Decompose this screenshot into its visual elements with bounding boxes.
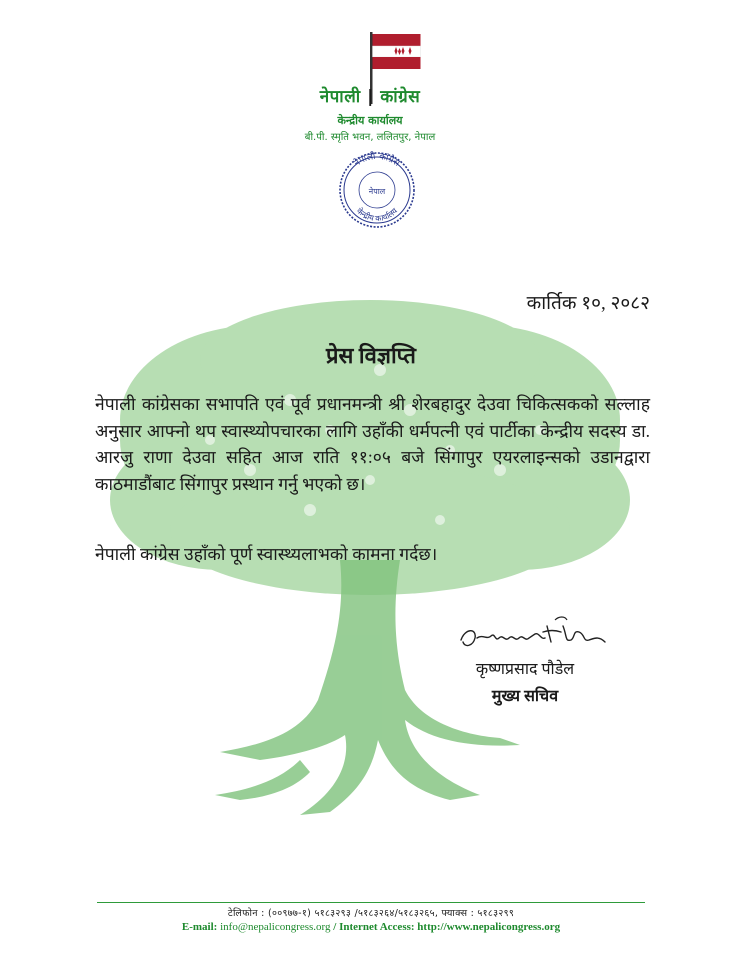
- party-name-left: नेपाली: [319, 87, 361, 107]
- signatory-name: कृष्णप्रसाद पौडेल: [475, 661, 575, 678]
- seal-bottom-text: केन्द्रीय कार्यालय: [354, 206, 400, 224]
- body-paragraph-1: नेपाली कांग्रेसका सभापति एवं पूर्व प्रधानमन्त्री श्री शेरबहादुर देउवा चिकित्सकको सल्लाह अनुसार आफ्नो थप स्वास्थ्योपचारका लागि उहाँकी धर्मपत्नी एवं पार्टीका केन्द्रीय सदस्य डा. आरजु राणा देउवा सहित आज राति ११:०५ बजे सिंगापुर एयरलाइन्सको उडानद्वारा काठमाडौंबाट सिंगापुर प्रस्थान गर्नु भएको छ।: [95, 394, 650, 494]
- footer-divider: [97, 902, 645, 903]
- seal-top-text: नेपाली कांग्रेस: [352, 151, 402, 169]
- footer-contact: [97, 921, 645, 933]
- party-name: [270, 84, 470, 107]
- body-paragraph-2: नेपाली कांग्रेस उहाँको पूर्ण स्वास्थ्यलाभको कामना गर्दछ।: [95, 544, 438, 564]
- email-link[interactable]: info@nepalicongress.org: [220, 921, 331, 933]
- seal-center-text: नेपाल: [368, 187, 386, 196]
- press-release-heading: प्रेस विज्ञप्ति: [326, 343, 416, 368]
- signatory-role: मुख्य सचिव: [491, 688, 559, 705]
- website-link[interactable]: http://www.nepalicongress.org: [417, 921, 561, 933]
- footer-phone: टेलिफोन : (००९७७-१) ५१८३२९३ /५१८३२६४/५१८३२६५, फ्याक्स : ५१८३२९९: [227, 908, 515, 919]
- office-seal-stamp: [334, 150, 420, 230]
- party-name-right: कांग्रेस: [380, 87, 421, 107]
- handwritten-signature: [455, 608, 615, 658]
- web-label: Internet Access:: [339, 921, 415, 933]
- svg-text:नेपाली कांग्रेस: [351, 150, 402, 169]
- office-address: बी.पी. स्मृति भवन, ललितपुर, नेपाल: [304, 132, 436, 143]
- footer-separator: /: [333, 921, 337, 933]
- office-name: केन्द्रीय कार्यालय: [337, 114, 403, 127]
- letter-date: कार्तिक १०, २०८२: [526, 293, 650, 314]
- party-name-separator: |: [367, 87, 374, 107]
- email-label: E-mail:: [181, 921, 218, 933]
